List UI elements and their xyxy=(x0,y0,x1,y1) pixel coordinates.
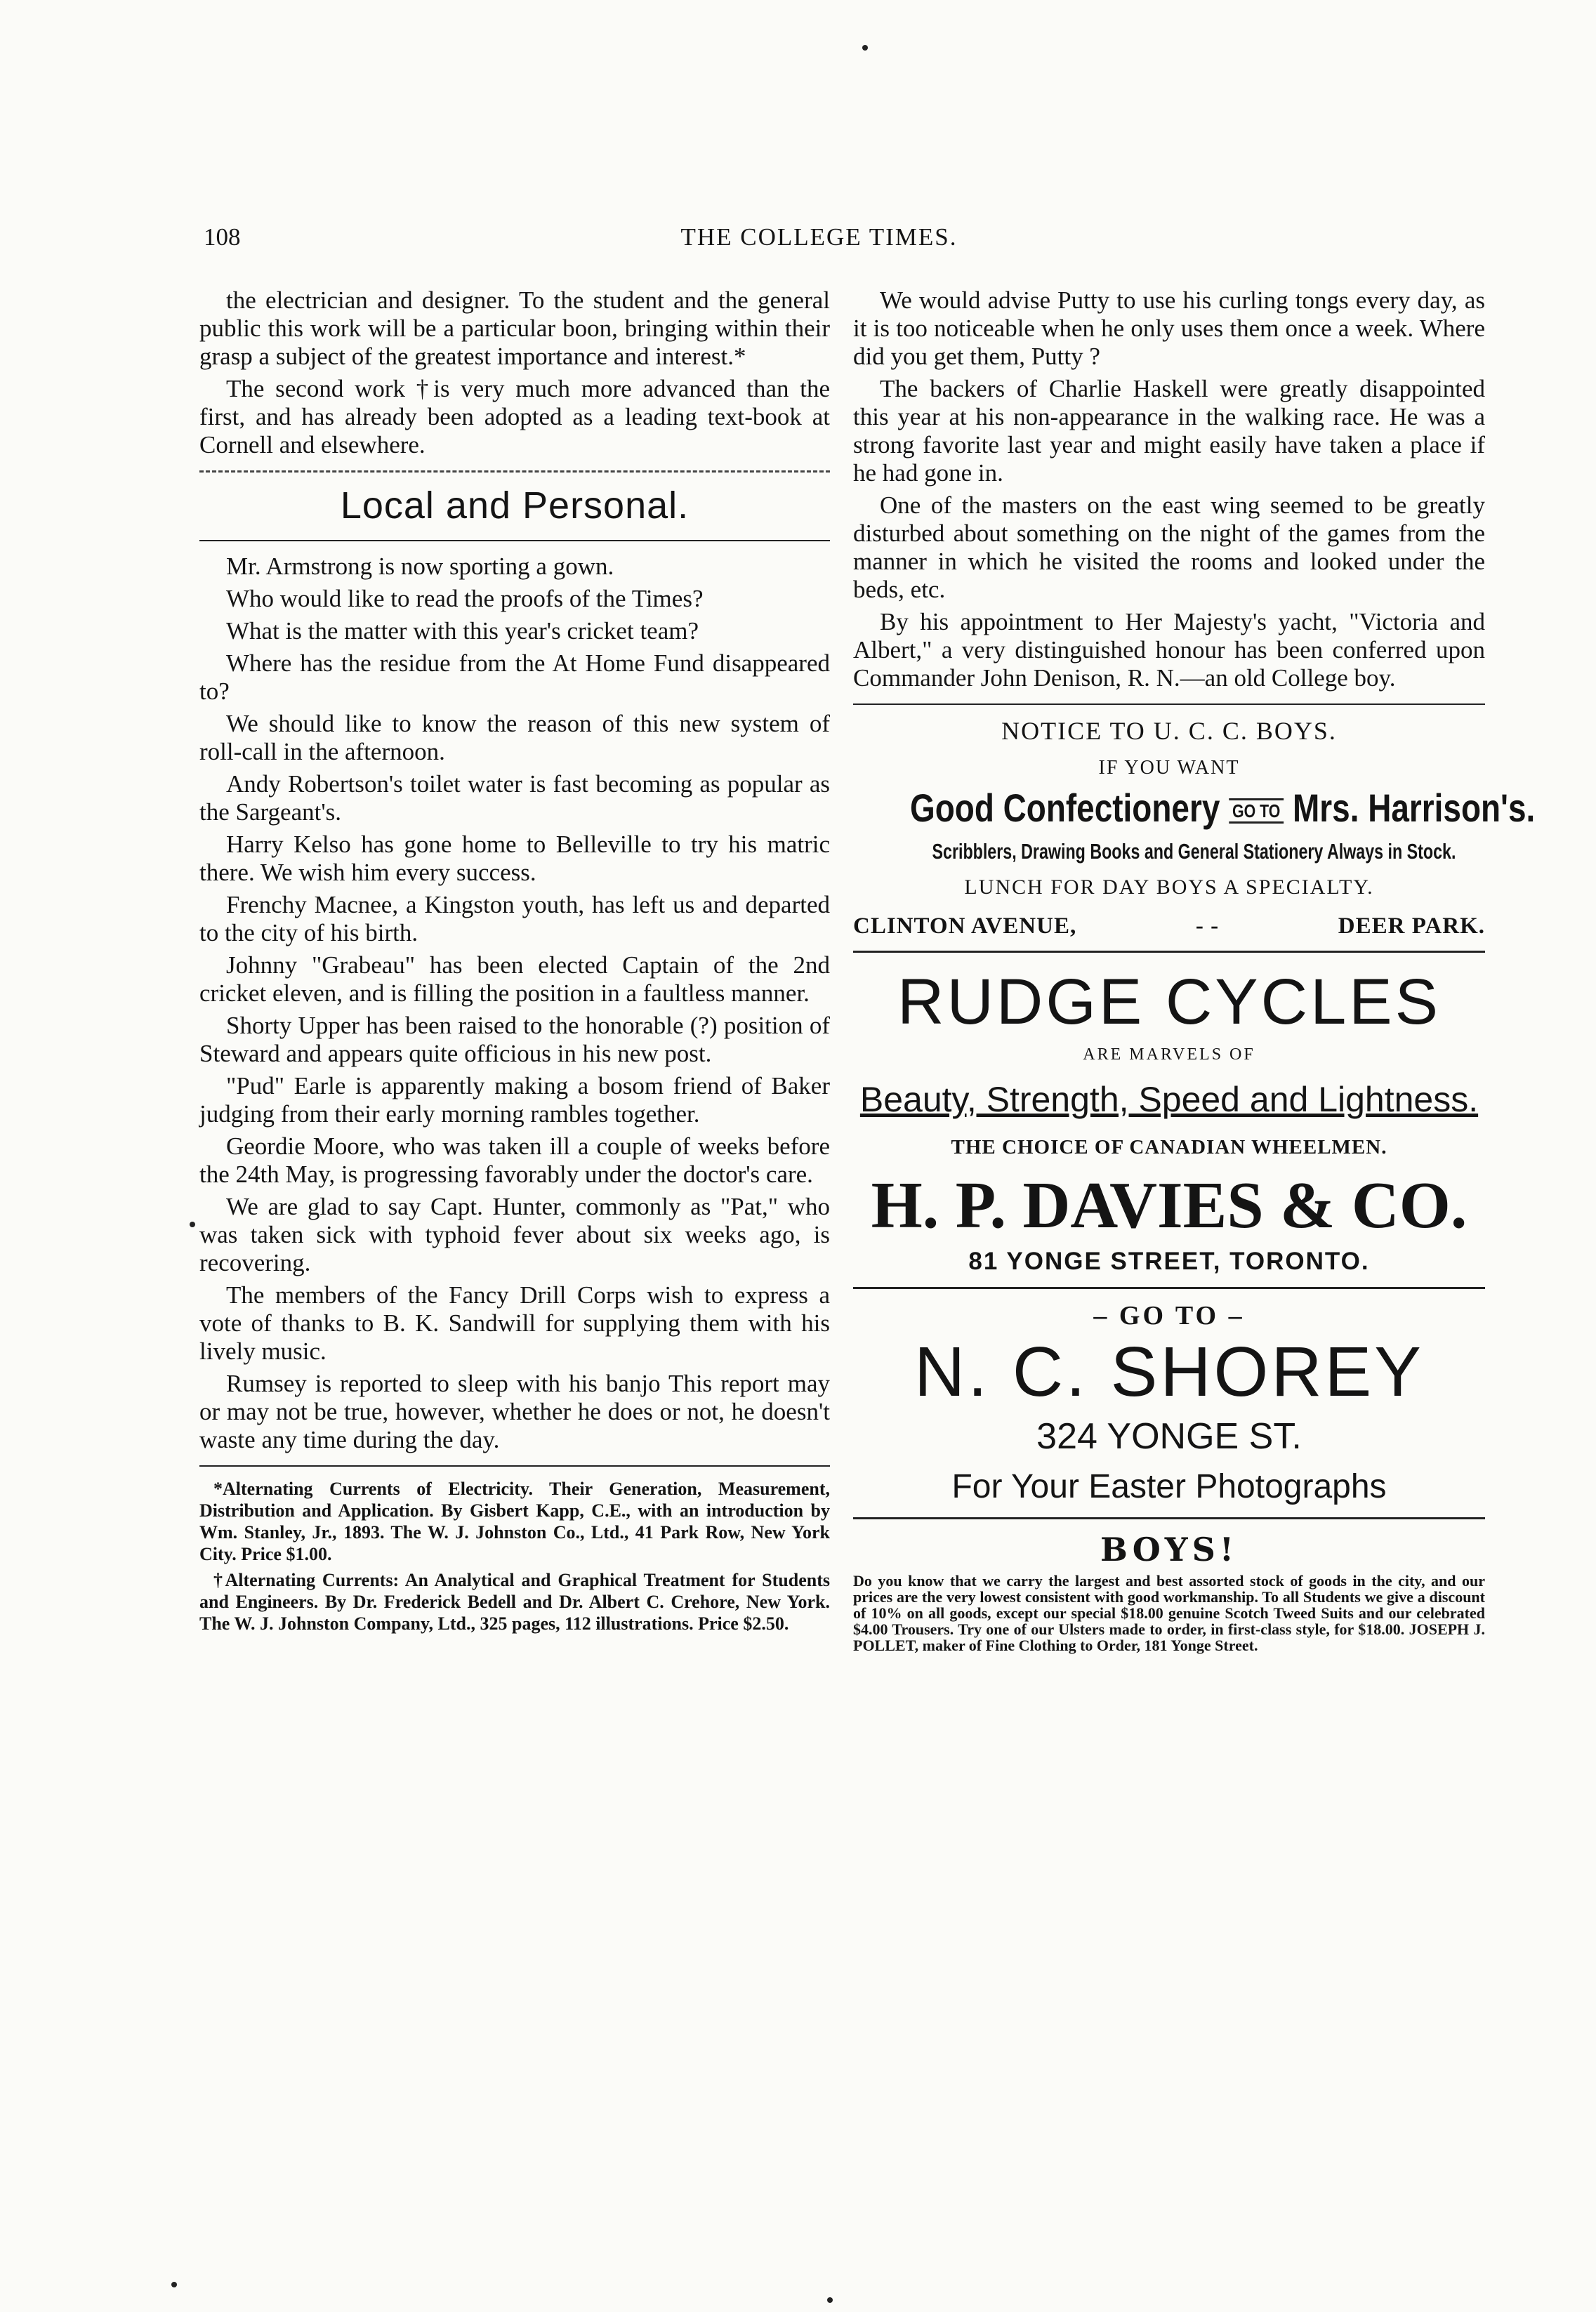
product-name: Good Confectionery xyxy=(910,786,1220,830)
rudge-qualities: Beauty, Strength, Speed and Lightness. xyxy=(859,1080,1479,1119)
personal-item: Andy Robertson's toilet water is fast becoming as popular as the Sargeant's. xyxy=(199,770,830,826)
personal-item: Mr. Armstrong is now sporting a gown. xyxy=(226,553,614,580)
running-head xyxy=(204,223,1435,256)
pollet-title: BOYS! xyxy=(1100,1531,1239,1568)
print-speck xyxy=(862,45,868,51)
ad-divider xyxy=(853,1517,1485,1519)
harrison-address xyxy=(853,913,1485,939)
left-column xyxy=(199,286,830,1634)
personal-item: Rumsey is reported to sleep with his banjo This report may or may not be true, however, whether he does or not, he doesn't waste any time during the day. xyxy=(199,1370,830,1453)
personal-item: The members of the Fancy Drill Corps wish to express a vote of thanks to B. K. Sandwill for supplying them with his lively music. xyxy=(199,1281,830,1365)
personal-item: "Pud" Earle is apparently making a bosom friend of Baker judging from their early morning rambles together. xyxy=(199,1072,830,1128)
ad-divider xyxy=(853,951,1485,953)
shorey-name: N. C. SHOREY xyxy=(914,1333,1424,1411)
shorey-advertisement xyxy=(853,1300,1485,1506)
lunch-line: LUNCH FOR DAY BOYS A SPECIALTY. xyxy=(964,876,1374,899)
personal-item: Shorty Upper has been raised to the honorable (?) position of Steward and appears quite officious in his new post. xyxy=(199,1012,830,1067)
goto-label: GO TO xyxy=(1229,798,1284,824)
rudge-choice: THE CHOICE OF CANADIAN WHEELMEN. xyxy=(951,1136,1387,1158)
personal-item: Johnny "Grabeau" has been elected Captain of the 2nd cricket eleven, and is filling the position in a faultless manner. xyxy=(199,951,830,1007)
personal-item: The backers of Charlie Haskell were greatly disappointed this year at his non-appearance in the walking race. He was a strong favorite last year and might easily have taken a place if he had gone in. xyxy=(853,375,1485,487)
shorey-offer: For Your Easter Photographs xyxy=(951,1468,1387,1505)
footnotes xyxy=(199,1478,830,1634)
intro-paragraph: the electrician and designer. To the student and the general public this work will be a particular boon, bringing within their grasp a subject of the greatest importance and interest.* xyxy=(199,286,830,370)
notice-subtitle: IF YOU WANT xyxy=(1098,757,1240,779)
district: DEER PARK. xyxy=(1338,913,1485,939)
personal-item: Who would like to read the proofs of the Times? xyxy=(226,585,704,612)
personal-item: Geordie Moore, who was taken ill a couple of weeks before the 24th May, is progressing favorably under the doctor's care. xyxy=(199,1132,830,1188)
personal-item: We should like to know the reason of this new system of roll-call in the afternoon. xyxy=(199,710,830,765)
section-heading: Local and Personal. xyxy=(340,484,690,527)
personal-item: Frenchy Macnee, a Kingston youth, has left us and departed to the city of his birth. xyxy=(199,891,830,946)
section-divider xyxy=(199,470,830,473)
harrison-advertisement xyxy=(853,716,1536,939)
footnote-rule xyxy=(199,1465,830,1467)
right-column xyxy=(853,286,1536,1654)
personal-item: We are glad to say Capt. Hunter, commonly as "Pat," who was taken sick with typhoid fever about six weeks ago, is recovering. xyxy=(199,1193,830,1276)
heading-rule xyxy=(199,540,830,541)
personal-item: We would advise Putty to use his curling tongs every day, as it is too noticeable when he only uses them once a week. Where did you get them, Putty ? xyxy=(853,286,1485,370)
notice-title: NOTICE TO U. C. C. BOYS. xyxy=(1001,717,1337,745)
personal-item: Where has the residue from the At Home Fund disappeared to? xyxy=(199,649,830,705)
personal-item: What is the matter with this year's cricket team? xyxy=(226,617,699,645)
stationery-line: Scribblers, Drawing Books and General Stationery Always in Stock. xyxy=(932,839,1456,864)
personal-item: Harry Kelso has gone home to Belleville to try his matric there. We wish him every success. xyxy=(199,831,830,886)
print-speck xyxy=(190,1222,195,1227)
footnote: *Alternating Currents of Electricity. Their Generation, Measurement, Distribution and Application. By Gisbert Kapp, C.E., with an introduction by Wm. Stanley, Jr., 1893. The W. J. Johnston Co., Ltd., 41 Park Row, New York City. Price $1.00. xyxy=(199,1479,830,1564)
shorey-address: 324 YONGE ST. xyxy=(1036,1416,1302,1457)
footnote: †Alternating Currents: An Analytical and Graphical Treatment for Students and Engineers. By Dr. Frederick Bedell and Dr. Albert C. Crehore, New York. The W. J. Johnston Company, Ltd., 325 pages, 112 illustrations. Price $2.50. xyxy=(199,1570,830,1634)
page-title: THE COLLEGE TIMES. xyxy=(680,223,958,251)
dealer-name: H. P. DAVIES & CO. xyxy=(871,1169,1468,1242)
street: CLINTON AVENUE, xyxy=(853,913,1077,939)
ad-divider xyxy=(853,703,1485,705)
rudge-title: RUDGE CYCLES xyxy=(897,966,1441,1038)
rudge-advertisement xyxy=(853,967,1485,1276)
ad-divider xyxy=(853,1287,1485,1289)
confectionery-line xyxy=(910,785,1536,831)
rudge-tagline: ARE MARVELS OF xyxy=(1083,1045,1255,1064)
address-separator: - - xyxy=(1195,913,1220,939)
intro-paragraph: The second work †is very much more advanced than the first, and has already been adopted as a leading text-book at Cornell and elsewhere. xyxy=(199,375,830,458)
personal-item: One of the masters on the east wing seemed to be greatly disturbed about something on the night of the games from the manner in which he visited the rooms and looked under the beds, etc. xyxy=(853,491,1485,603)
pollet-text: Do you know that we carry the largest and best assorted stock of goods in the city, and our prices are the very lowest consistent with good workmanship. To all Students we give a discount of 10% on all goods, except our special $18.00 genuine Scotch Tweed Suits and our celebrated $4.00 Trousers. Try one of our Ulsters made to order, in first-class style, for $18.00. JOSEPH J. POLLET, maker of Fine Clothing to Order, 181 Yonge Street. xyxy=(853,1572,1485,1654)
dealer-address: 81 YONGE STREET, TORONTO. xyxy=(968,1248,1370,1275)
page-number: 108 xyxy=(204,223,241,251)
print-speck xyxy=(171,2282,177,2287)
shop-name: Mrs. Harrison's. xyxy=(1293,786,1536,830)
print-speck xyxy=(827,2297,833,2303)
personal-item: By his appointment to Her Majesty's yacht, "Victoria and Albert," a very distinguished honour has been conferred upon Commander John Denison, R. N.—an old College boy. xyxy=(853,608,1485,692)
shorey-goto: – GO TO – xyxy=(1093,1301,1245,1330)
pollet-advertisement xyxy=(853,1531,1485,1653)
